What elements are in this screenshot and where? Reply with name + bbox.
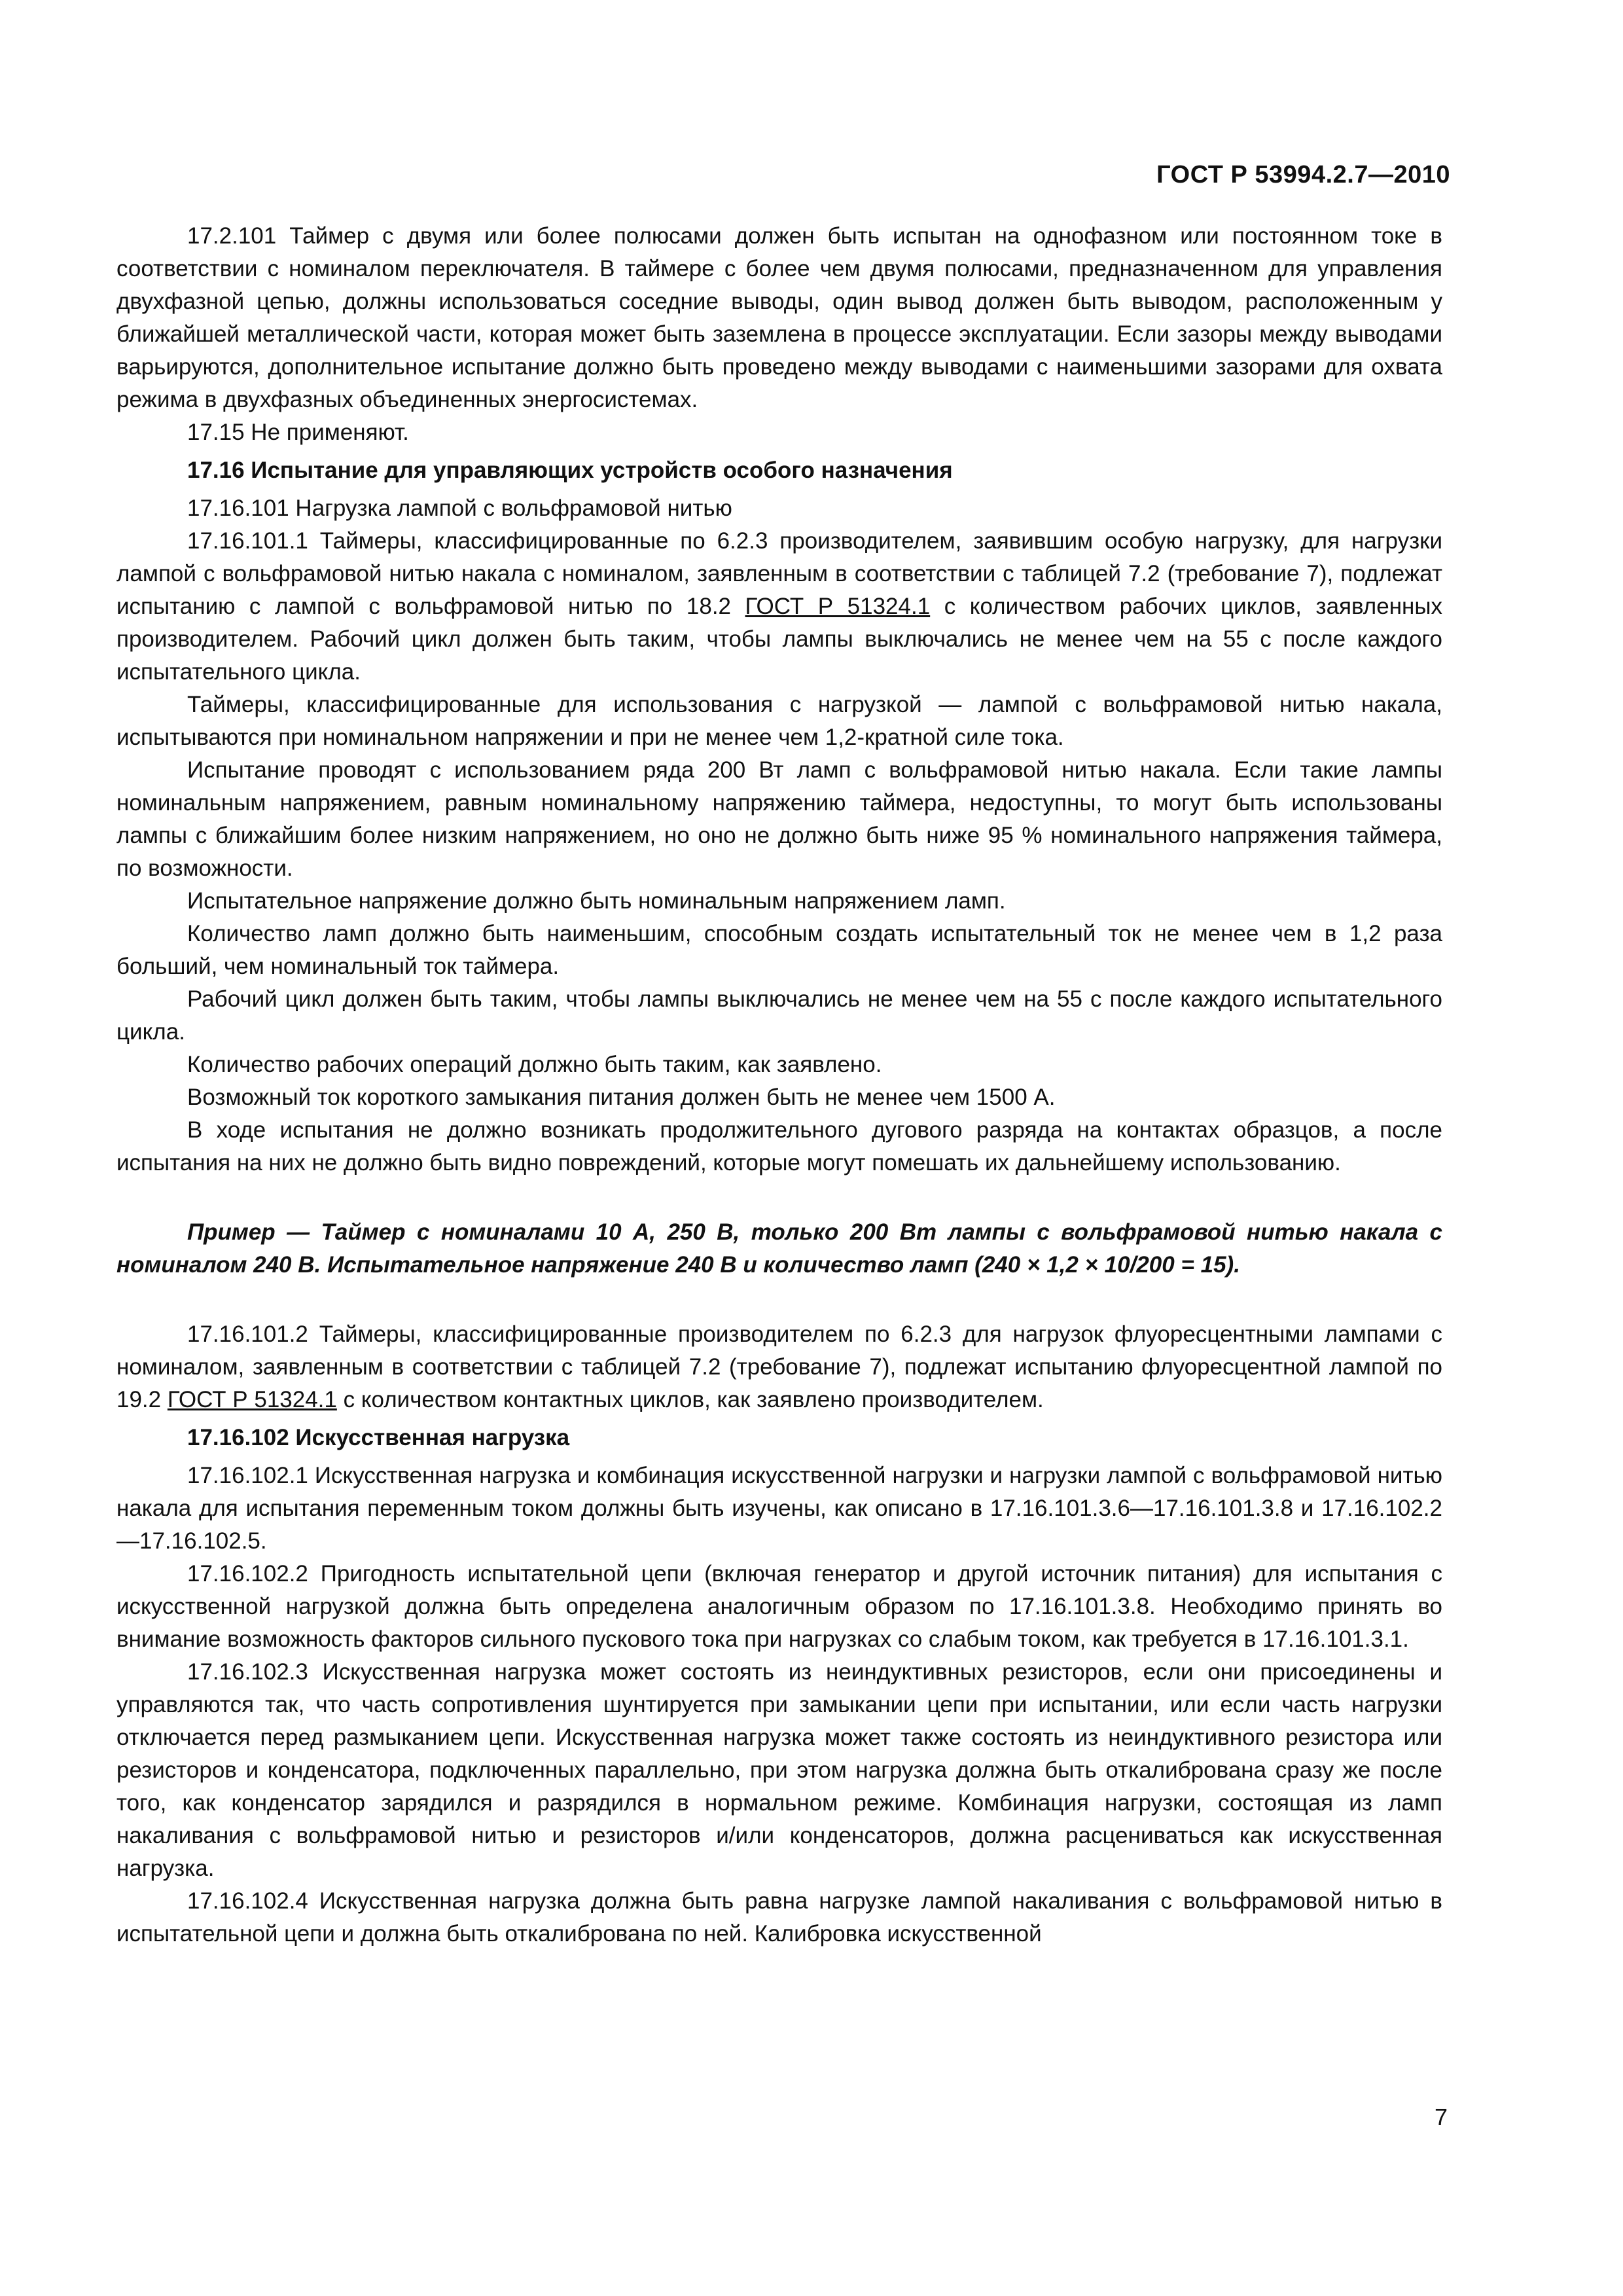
paragraph-text: с количеством рабочих циклов, заявленных производителем. Рабочий цикл должен быть таким, чтобы лампы выключались не менее чем на 55 с после каждого испытательного цикла. <box>116 594 1443 685</box>
paragraph: 17.2.101 Таймер с двумя или более полюсами должен быть испытан на однофазном или постоянном токе в соответствии с номиналом переключателя. В таймере с более чем двумя полюсами, предназначенном для управления двухфазной цепью, должны использоваться соседние выводы, один вывод должен быть выводом, расположенным у ближайшей металлической части, которая может быть заземлена в процессе эксплуатации. Если зазоры между выводами варьируются, дополнительное испытание должно быть проведено между выводами с наименьшими зазорами для охвата режима в двухфазных объединенных энергосистемах. <box>116 223 1442 412</box>
example-note: Пример — Таймер с номиналами 10 А, 250 В, только 200 Вт лампы с вольфрамовой нитью накала с номиналом 240 В. Испытательное напряжение 240 В и количество ламп (240 × 1,2 × 10/200 = 15). <box>116 1219 1442 1278</box>
paragraph: Количество ламп должно быть наименьшим, способным создать испытательный ток не менее чем в 1,2 раза больший, чем номинальный ток таймера. <box>116 921 1442 979</box>
paragraph: Испытание проводят с использованием ряда 200 Вт ламп с вольфрамовой нитью накала. Если такие лампы номинальным напряжением, равным номинальному напряжению таймера, недоступны, то могут быть использованы лампы с ближайшим более низким напряжением, но оно не должно быть ниже 95 % номинального напряжения таймера, по возможности. <box>116 757 1442 881</box>
paragraph: Таймеры, классифицированные для использования с нагрузкой — лампой с вольфрамовой нитью накала, испытываются при номинальном напряжении и при не менее чем 1,2-кратной силе тока. <box>116 692 1442 750</box>
subsection-title: 17.16.101 Нагрузка лампой с вольфрамовой нитью <box>187 495 732 521</box>
paragraph: Испытательное напряжение должно быть номинальным напряжением ламп. <box>187 888 1006 914</box>
paragraph-text: 17.16.101.1 Таймеры, классифицированные по 6.2.3 производителем, заявившим особую нагрузку, для нагрузки лампой с вольфрамовой нитью накала с номиналом, заявленным в соответствии с таблицей 7.2 (требование 7), подлежат испытанию с лампой с вольфрамовой нитью по 18.2 <box>116 528 1442 619</box>
standard-reference-link[interactable]: ГОСТ Р 51324.1 <box>167 1387 337 1412</box>
paragraph: Количество рабочих операций должно быть таким, как заявлено. <box>187 1052 882 1077</box>
paragraph: 17.16.102.1 Искусственная нагрузка и комбинация искусственной нагрузки и нагрузки лампой с вольфрамовой нитью накала для испытания переменным током должны быть изучены, как описано в 17.16.101.3.6—17.16.101.3.8 и 17.16.102.2—17.16.102.5. <box>116 1463 1442 1554</box>
paragraph: 17.16.102.4 Искусственная нагрузка должна быть равна нагрузке лампой накаливания с вольфрамовой нитью в испытательной цепи и должна быть откалибрована по ней. Калибровка искусственной <box>116 1888 1442 1946</box>
document-body <box>116 220 1442 1950</box>
paragraph-text: 17.16.101.2 Таймеры, классифицированные производителем по 6.2.3 для нагрузок флуоресцентными лампами с номиналом, заявленным в соответствии с таблицей 7.2 (требование 7), подлежат испытанию флуоресцентной лампой по 19.2 <box>116 1321 1442 1412</box>
document-code: ГОСТ Р 53994.2.7—2010 <box>1156 161 1450 188</box>
paragraph: 17.16.102.2 Пригодность испытательной цепи (включая генератор и другой источник питания) для испытания с искусственной нагрузкой должна быть определена аналогичным образом по 17.16.101.3.8. Необходимо принять во внимание возможность факторов сильного пускового тока при нагрузках со слабым током, как требуется в 17.16.101.3.1. <box>116 1561 1442 1652</box>
section-heading: 17.16 Испытание для управляющих устройств особого назначения <box>187 457 953 483</box>
paragraph-text: с количеством контактных циклов, как заявлено производителем. <box>336 1387 1044 1412</box>
standard-reference-link[interactable]: ГОСТ Р 51324.1 <box>745 594 931 619</box>
paragraph: Возможный ток короткого замыкания питания должен быть не менее чем 1500 А. <box>187 1085 1056 1110</box>
paragraph: 17.15 Не применяют. <box>187 420 409 445</box>
paragraph: Рабочий цикл должен быть таким, чтобы лампы выключались не менее чем на 55 с после каждого испытательного цикла. <box>116 986 1442 1045</box>
paragraph <box>116 525 1442 689</box>
paragraph: В ходе испытания не должно возникать продолжительного дугового разряда на контактах образцов, а после испытания на них не должно быть видно повреждений, которые могут помешать их дальнейшему использованию. <box>116 1117 1442 1175</box>
subsection-heading: 17.16.102 Искусственная нагрузка <box>187 1425 570 1450</box>
page-number: 7 <box>1434 2104 1448 2130</box>
paragraph: 17.16.102.3 Искусственная нагрузка может состоять из неиндуктивных резисторов, если они присоединены и управляются так, что часть сопротивления шунтируется при замыкании цепи при испытании, или если часть нагрузки отключается перед размыканием цепи. Искусственная нагрузка может также состоять из неиндуктивного резистора или резисторов и конденсатора, подключенных параллельно, при этом нагрузка должна быть откалибрована сразу же после того, как конденсатор зарядился и разрядился в нормальном режиме. Комбинация нагрузки, состоящая из ламп накаливания с вольфрамовой нитью и резисторов и/или конденсаторов, должна расцениваться как искусственная нагрузка. <box>116 1659 1442 1881</box>
paragraph <box>116 1318 1442 1416</box>
